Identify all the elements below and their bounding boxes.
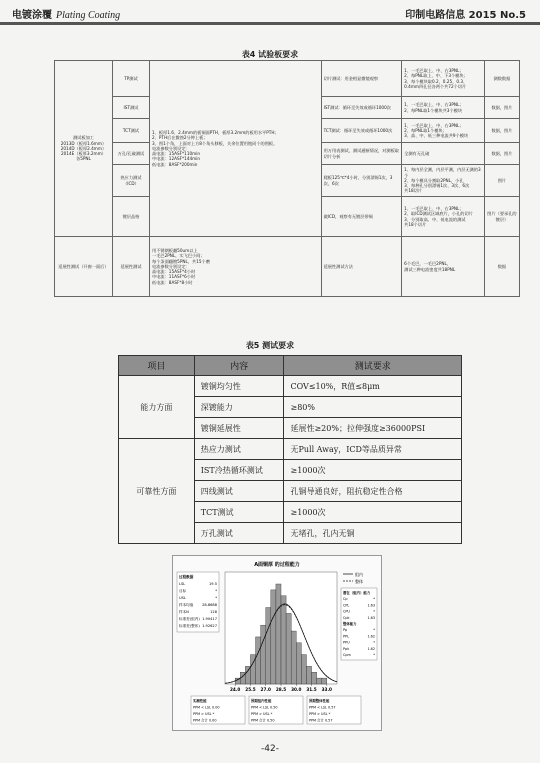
sample-cell: 1、一毛巴取上、中、右3PNL； 2、每PNL取1个模块； 3、高、中、低三种电流共9个模块 [402, 119, 485, 143]
table5 [118, 355, 462, 544]
performance-line: PPM > USL * [309, 712, 331, 716]
histogram-bar [301, 655, 306, 684]
stat-label: Ppk [343, 646, 350, 651]
stat-value: 1.62 [367, 634, 375, 639]
item-cell: 延展性测试 [112, 237, 149, 297]
left-stat-box [177, 572, 219, 632]
performance-line: PPM < LSL 0.00 [193, 705, 220, 710]
sample-cell: 1、一毛巴取上、中、右3PNL； 2、每PNL取1个模块共3个模块 [402, 97, 485, 119]
requirement-cell: ≥1000次 [284, 460, 462, 481]
test-cell: 爬板125℃*4小时，分别漂锡1次，3次，6次 [321, 165, 402, 197]
header-rule [0, 22, 540, 25]
histogram-bar [266, 608, 271, 684]
table-row [119, 439, 462, 460]
stat-label: USL [179, 596, 186, 600]
histogram-bar [296, 643, 301, 684]
result-cell: 图片 [484, 165, 519, 197]
journal-section [12, 6, 120, 21]
right-stat-box [341, 588, 377, 660]
performance-line: 实测性能 [193, 699, 207, 703]
stat-value: 1.63 [367, 615, 375, 620]
sample-cell: 1、每内层全测，内层平测，内层无测的3个 2、每个模具分割取2PNL，小孔 3、每种孔分别漂锡1次、3次、6次 共18切片 [402, 165, 485, 197]
performance-line: PPM < LSL 0.57 [309, 705, 336, 710]
content-cell: TCT测试 [194, 502, 284, 523]
requirement-cell: ≥1000次 [284, 502, 462, 523]
result-cell: 数据，图片 [484, 143, 519, 165]
result-cell: 数据，图片 [484, 119, 519, 143]
stat-value: 28.8688 [202, 603, 217, 607]
result-cell: 数据 [484, 237, 519, 297]
stat-label: Cp [343, 597, 348, 602]
requirement-cell: ≥80% [284, 397, 462, 418]
histogram-bar [256, 637, 261, 684]
stat-value: * [373, 628, 375, 633]
sample-cell: 6个毛巴，一毛巴2PNL， 测试三种电流密度共18PNL [402, 237, 485, 297]
column-header: 测试要求 [284, 356, 462, 376]
stat-label: 目标 [179, 589, 187, 593]
item-cell: 镀层品格 [112, 197, 149, 237]
stat-label: 潜在（组内）能力 [343, 591, 371, 595]
item-cell: 热应力测试（ICD） [112, 165, 149, 197]
histogram-bar [317, 678, 322, 684]
sample-cell: 1、一毛巴取上、中、右3PNL； 2、取ICD测试区域底片，小孔的切片 3、分别取高、中、低电流的测试 共18个切片 [402, 197, 485, 237]
group-cell: 延展性测试（开窗一面后） [55, 237, 113, 297]
capability-figure [172, 555, 382, 731]
test-cell: IST测试：循环至失效或循环1000次 [321, 97, 402, 119]
histogram-bar [312, 672, 317, 684]
group-cell: 测试板加工 2013D（板厚1.6mm） 2014D（板厚2.4mm） 2014E（板厚3.2mm） 各5PNL [55, 61, 113, 237]
content-cell: 镀铜均匀性 [194, 376, 284, 397]
table4-caption: 表4 试验板要求 [241, 50, 299, 59]
performance-line: PPM 合计 0.50 [251, 718, 275, 723]
requirement-cell: 无Pull Away，ICD等品质异常 [284, 439, 462, 460]
table-header-row [119, 356, 462, 376]
stat-value: 1.90417 [202, 617, 217, 621]
stat-label: Cpk [343, 615, 350, 620]
performance-line: PPM > USL * [193, 712, 215, 716]
x-tick-label: 27.0 [260, 687, 271, 692]
table5-caption: 表5 测试要求 [245, 341, 295, 350]
stat-label: Cpm [343, 653, 351, 657]
stat-label: Pp [343, 628, 348, 633]
legend [343, 571, 363, 584]
test-cell: 切片测试：用金相显微镜观察 [321, 61, 402, 97]
item-cell: 万孔/孔破测试 [112, 143, 149, 165]
table-row [55, 237, 520, 297]
histogram-bar [276, 584, 281, 684]
stat-value: 128 [210, 610, 217, 614]
content-cell: 热应力测试 [194, 439, 284, 460]
table4 [54, 60, 520, 297]
stat-label: PPL [343, 634, 349, 639]
bottom-boxes [191, 696, 361, 724]
table-row [55, 61, 520, 97]
stat-value: 1.63 [367, 603, 375, 608]
performance-line: PPM < LSL 0.50 [251, 705, 278, 710]
stat-value: 1.62 [367, 646, 375, 651]
performance-line: 预期整体性能 [309, 699, 330, 703]
stat-label: 样本均值 [179, 603, 194, 607]
stat-label: CPU [343, 609, 350, 614]
sample-cell: 1、一毛巴取上、中、右3PNL； 2、每PNL取上、中、下3个模块； 3、每个模块取0.2、0.25、0.3、0.4mm四孔径各两个共72个切片 [402, 61, 485, 97]
content-cell: 四线测试 [194, 481, 284, 502]
x-tick-label: 31.5 [306, 687, 317, 692]
performance-line: 预期组内性能 [251, 699, 272, 703]
table-row [119, 376, 462, 397]
column-header: 项目 [119, 356, 195, 376]
x-tick-label: 24.0 [230, 687, 241, 692]
stat-value: * [215, 589, 217, 593]
histogram-bar [286, 613, 291, 684]
requirement-cell: 延展性≥20%；拉伸强度≥36000PSI [284, 418, 462, 439]
journal-issue: 印制电路信息 2015 No.5 [405, 10, 526, 21]
histogram-bar [306, 666, 311, 684]
sample-cell: 全测有无孔破 [402, 143, 485, 165]
stat-label: 整体能力 [343, 622, 357, 626]
stat-value: * [215, 596, 217, 600]
stat-value: * [373, 597, 375, 602]
requirement-cell: 孔铜导通良好，阻抗稳定性合格 [284, 481, 462, 502]
section-cn: 电镀涂覆 [12, 10, 52, 21]
stat-label: CPL [343, 603, 350, 608]
histogram-bar [261, 625, 266, 684]
result-cell: 图片（要承孔的镀层） [484, 197, 519, 237]
performance-line: PPM 合计 0.57 [309, 718, 333, 723]
capability-chart [173, 556, 381, 730]
content-cell: 镀铜延展性 [194, 418, 284, 439]
content-cell: IST冷热循环测试 [194, 460, 284, 481]
performance-line: PPM > USL * [251, 712, 273, 716]
result-cell: 测数数据 [484, 61, 519, 97]
stat-label: LSL [179, 582, 186, 586]
content-cell: 万孔测试 [194, 523, 284, 544]
stat-label: 过程数据 [179, 575, 194, 579]
stat-label: 标准差(组内) [179, 617, 200, 621]
test-cell: 做ICD，观察有无镀层带铜 [321, 197, 402, 237]
x-tick-label: 30.0 [291, 687, 302, 692]
x-tick-label: 25.5 [245, 687, 256, 692]
requirement-cell: 无堵孔，孔内无铜 [284, 523, 462, 544]
x-tick-label: 33.0 [321, 687, 332, 692]
test-cell: TCT测试：循环至失效或循环1000次 [321, 119, 402, 143]
plot-area [225, 572, 337, 692]
stat-value: 19.5 [208, 582, 217, 586]
content-cell: 深镀能力 [194, 397, 284, 418]
legend-overall: 整体 [355, 579, 363, 584]
page-number: -42- [261, 744, 279, 754]
stat-label: 标准差(整体) [179, 624, 200, 628]
section-en: Plating Coating [56, 10, 121, 21]
column-header: 内容 [194, 356, 284, 376]
spec-cell: 用不锈钢板翻50um以上 一毛巴2PNL，实飞巴小间； 每个条面翻镀5PNL，共15个磨 电流参数分别设定： 高电流：15ASF*4小时 中电流：11ASF*6小时 低电流：8ASF*8小时 [150, 237, 322, 297]
item-cell: TP测试 [112, 61, 149, 97]
test-cell: 用万用表测试，测试通断情况，对测板取切片分析 [321, 143, 402, 165]
histogram-bar [291, 631, 296, 684]
legend-within: 组内 [355, 572, 363, 577]
x-tick-label: 28.5 [275, 687, 287, 692]
result-cell: 数据，图片 [484, 97, 519, 119]
group-cell: 可靠性方面 [119, 439, 195, 544]
stat-value: * [373, 609, 375, 614]
stat-value: 1.92627 [202, 624, 217, 628]
group-cell: 能力方面 [119, 376, 195, 439]
histogram-bar [322, 678, 327, 684]
chart-title: A面铜厚 的过程能力 [254, 562, 300, 568]
performance-line: PPM 合计 0.00 [193, 718, 217, 723]
stat-label: 样本N [179, 610, 189, 614]
spec-cell: 1、板厚1.6、2.4mm的板铜面PTH，板厚3.2mm的板用水平PTH； 2、PTH后在微蚀2分钟上板； 3、图1个角，上面对上方8个角头移板，关余位置用饱同个的图板。 电流参数分别设定： 高电流：15ASF*110min 中电流：12ASF*144min 低电流：8ASF*200min [150, 61, 322, 237]
histogram-bar [281, 596, 286, 684]
histogram-bar [271, 590, 276, 684]
stat-label: PPU [343, 640, 350, 645]
item-cell: IST测试 [112, 97, 149, 119]
test-cell: 延展性测试方法 [321, 237, 402, 297]
stat-value: * [373, 653, 375, 657]
stat-value: * [373, 640, 375, 645]
item-cell: TCT测试 [112, 119, 149, 143]
requirement-cell: COV≤10%，R值≤8μm [284, 376, 462, 397]
